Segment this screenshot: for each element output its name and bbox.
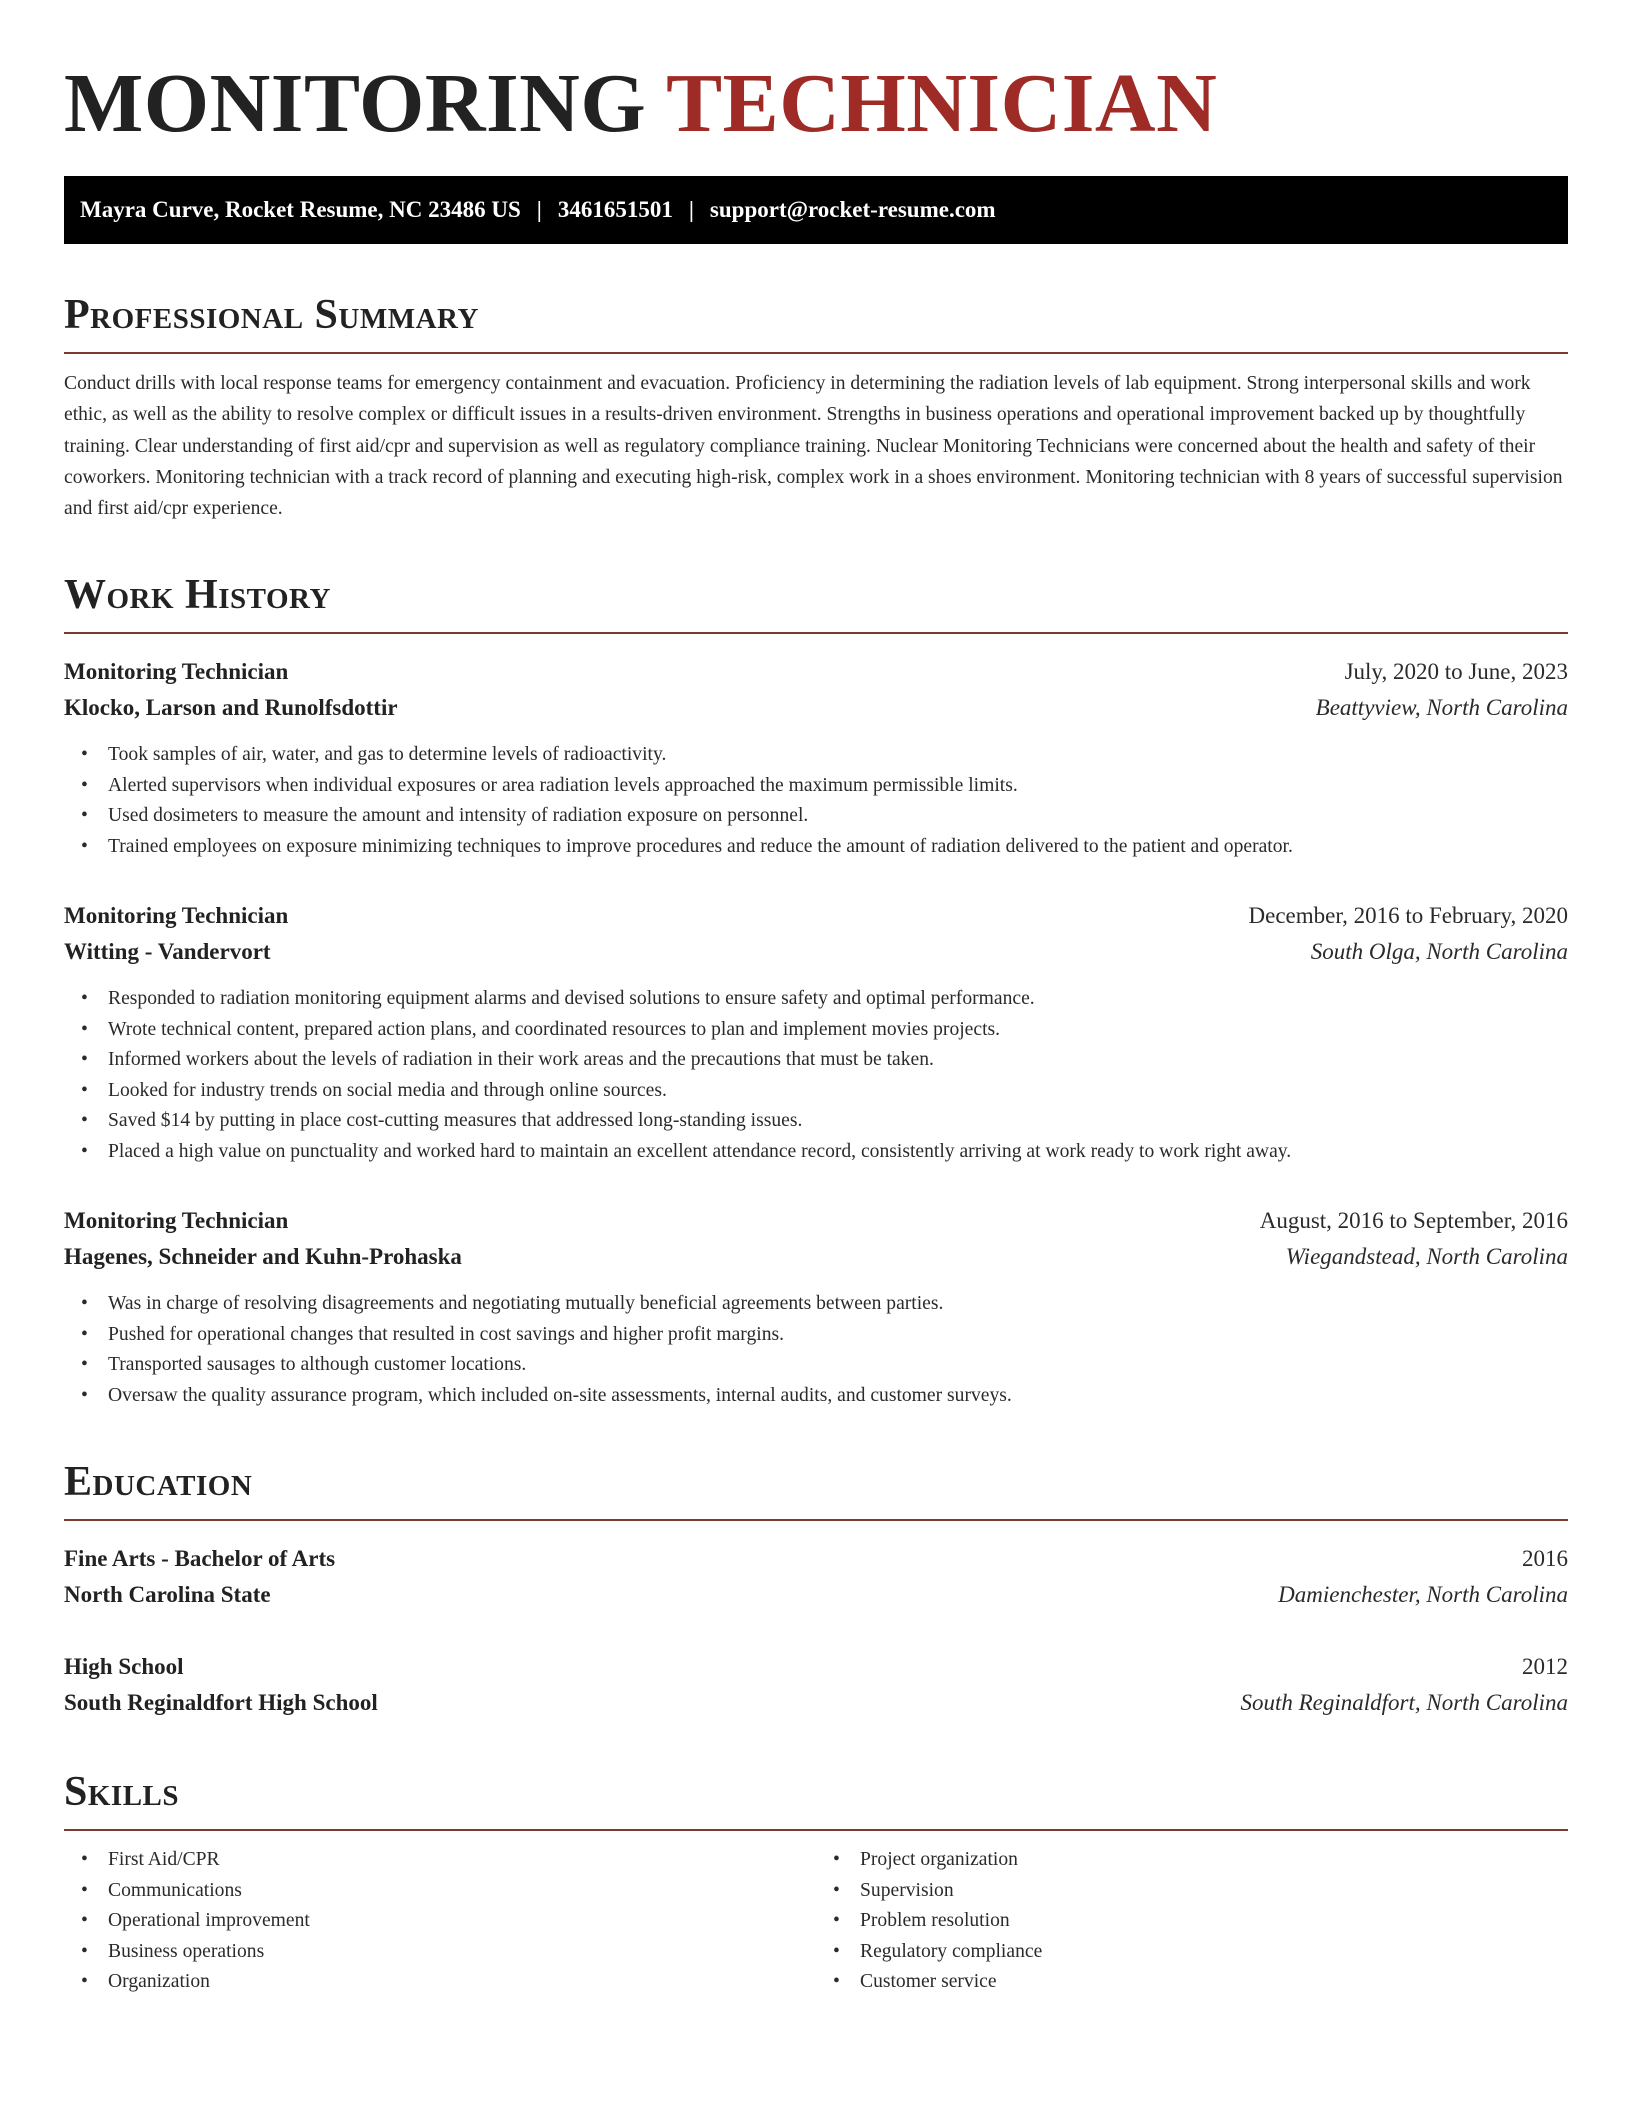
title-part-2: TECHNICIAN: [666, 57, 1218, 150]
contact-separator: |: [536, 197, 542, 222]
skills-section: [64, 1765, 1568, 1998]
education-degree: High School: [64, 1654, 184, 1680]
skill-item: • First Aid/CPR: [64, 1845, 816, 1876]
contact-email: support@rocket-resume.com: [709, 197, 996, 222]
skills-grid: [64, 1845, 1568, 1998]
skills-list: [64, 1845, 816, 1998]
job-bullet: • Trained employees on exposure minimizing techniques to improve procedures and reduce the amount of radiation delivered to the patient and operator.: [64, 832, 1568, 863]
contact-separator: |: [688, 197, 694, 222]
job-header-row: [64, 1203, 1568, 1239]
job-bullet: • Used dosimeters to measure the amount and intensity of radiation exposure on personnel.: [64, 801, 1568, 832]
education-heading: Education: [64, 1455, 1568, 1521]
job-bullets: [64, 984, 1568, 1167]
job-title: Monitoring Technician: [64, 903, 289, 929]
skills-list: [816, 1845, 1568, 1998]
summary-section: [64, 288, 1568, 524]
job-bullets: [64, 1289, 1568, 1411]
job-company: Witting - Vandervort: [64, 939, 271, 965]
job-bullet: • Placed a high value on punctuality and worked hard to maintain an excellent attendance record, consistently arriving at work ready to work right away.: [64, 1137, 1568, 1168]
resume-title: [64, 54, 1568, 154]
job-header-row: [64, 654, 1568, 690]
education-degree: Fine Arts - Bachelor of Arts: [64, 1546, 336, 1572]
job-bullet: • Transported sausages to although customer locations.: [64, 1350, 1568, 1381]
skill-item: • Regulatory compliance: [816, 1937, 1568, 1968]
job-bullet: • Alerted supervisors when individual exposures or area radiation levels approached the maximum permissible limits.: [64, 771, 1568, 802]
job-dates: July, 2020 to June, 2023: [1344, 659, 1568, 685]
job-bullet: • Wrote technical content, prepared action plans, and coordinated resources to plan and implement movies projects.: [64, 1015, 1568, 1046]
job-entry: [64, 654, 1568, 862]
skill-item: • Problem resolution: [816, 1906, 1568, 1937]
education-degree-row: [64, 1649, 1568, 1685]
education-school-row: [64, 1577, 1568, 1613]
contact-phone: 3461651501: [557, 197, 673, 222]
skills-heading: Skills: [64, 1765, 1568, 1831]
title-part-1: MONITORING: [64, 57, 647, 150]
job-bullet: • Oversaw the quality assurance program, which included on-site assessments, internal audits, and customer surveys.: [64, 1381, 1568, 1412]
job-header-row: [64, 898, 1568, 934]
job-location: South Olga, North Carolina: [1310, 939, 1568, 965]
contact-bar: [64, 176, 1568, 244]
job-location: Beattyview, North Carolina: [1315, 695, 1568, 721]
education-entry: [64, 1541, 1568, 1613]
education-school-row: [64, 1685, 1568, 1721]
job-company: Klocko, Larson and Runolfsdottir: [64, 695, 398, 721]
education-section: [64, 1455, 1568, 1721]
skills-column-right: [816, 1845, 1568, 1998]
job-bullet: • Informed workers about the levels of radiation in their work areas and the precautions that must be taken.: [64, 1045, 1568, 1076]
skill-item: • Customer service: [816, 1967, 1568, 1998]
job-dates: August, 2016 to September, 2016: [1259, 1208, 1568, 1234]
job-company-row: [64, 1239, 1568, 1275]
summary-heading: Professional Summary: [64, 288, 1568, 354]
job-company-row: [64, 690, 1568, 726]
education-degree-row: [64, 1541, 1568, 1577]
skill-item: • Organization: [64, 1967, 816, 1998]
education-location: South Reginaldfort, North Carolina: [1240, 1690, 1568, 1716]
job-bullets: [64, 740, 1568, 862]
job-bullet: • Responded to radiation monitoring equipment alarms and devised solutions to ensure safety and optimal performance.: [64, 984, 1568, 1015]
job-dates: December, 2016 to February, 2020: [1248, 903, 1568, 929]
job-entry: [64, 1203, 1568, 1411]
skills-column-left: [64, 1845, 816, 1998]
job-company: Hagenes, Schneider and Kuhn-Prohaska: [64, 1244, 462, 1270]
contact-address: Mayra Curve, Rocket Resume, NC 23486 US: [80, 197, 521, 222]
skill-item: • Supervision: [816, 1876, 1568, 1907]
job-bullet: • Pushed for operational changes that resulted in cost savings and higher profit margins.: [64, 1320, 1568, 1351]
summary-text: Conduct drills with local response teams for emergency containment and evacuation. Proficiency in determining the radiation levels of lab equipment. Strong interpersonal skills and work ethic, as well as the ability to resolve complex or difficult issues in a results-driven environment. Strengths in business operations and operational improvement backed up by thoughtfully training. Clear understanding of first aid/cpr and supervision as well as regulatory compliance training. Nuclear Monitoring Technicians were concerned about the health and safety of their coworkers. Monitoring technician with a track record of planning and executing high-risk, complex work in a shoes environment. Monitoring technician with 8 years of successful supervision and first aid/cpr experience.: [64, 373, 1563, 520]
job-bullet: • Looked for industry trends on social media and through online sources.: [64, 1076, 1568, 1107]
education-year: 2016: [1522, 1546, 1568, 1572]
job-title: Monitoring Technician: [64, 659, 289, 685]
skill-item: • Project organization: [816, 1845, 1568, 1876]
job-entry: [64, 898, 1568, 1167]
job-company-row: [64, 934, 1568, 970]
work-history-heading: Work History: [64, 568, 1568, 634]
job-bullet: • Was in charge of resolving disagreements and negotiating mutually beneficial agreements between parties.: [64, 1289, 1568, 1320]
job-location: Wiegandstead, North Carolina: [1285, 1244, 1568, 1270]
education-entry: [64, 1649, 1568, 1721]
skill-item: • Business operations: [64, 1937, 816, 1968]
education-location: Damienchester, North Carolina: [1278, 1582, 1568, 1608]
job-title: Monitoring Technician: [64, 1208, 289, 1234]
job-bullet: • Saved $14 by putting in place cost-cutting measures that addressed long-standing issues.: [64, 1106, 1568, 1137]
skill-item: • Operational improvement: [64, 1906, 816, 1937]
education-school: South Reginaldfort High School: [64, 1690, 378, 1716]
education-year: 2012: [1522, 1654, 1568, 1680]
skill-item: • Communications: [64, 1876, 816, 1907]
work-history-section: [64, 568, 1568, 1411]
education-school: North Carolina State: [64, 1582, 271, 1608]
job-bullet: • Took samples of air, water, and gas to determine levels of radioactivity.: [64, 740, 1568, 771]
